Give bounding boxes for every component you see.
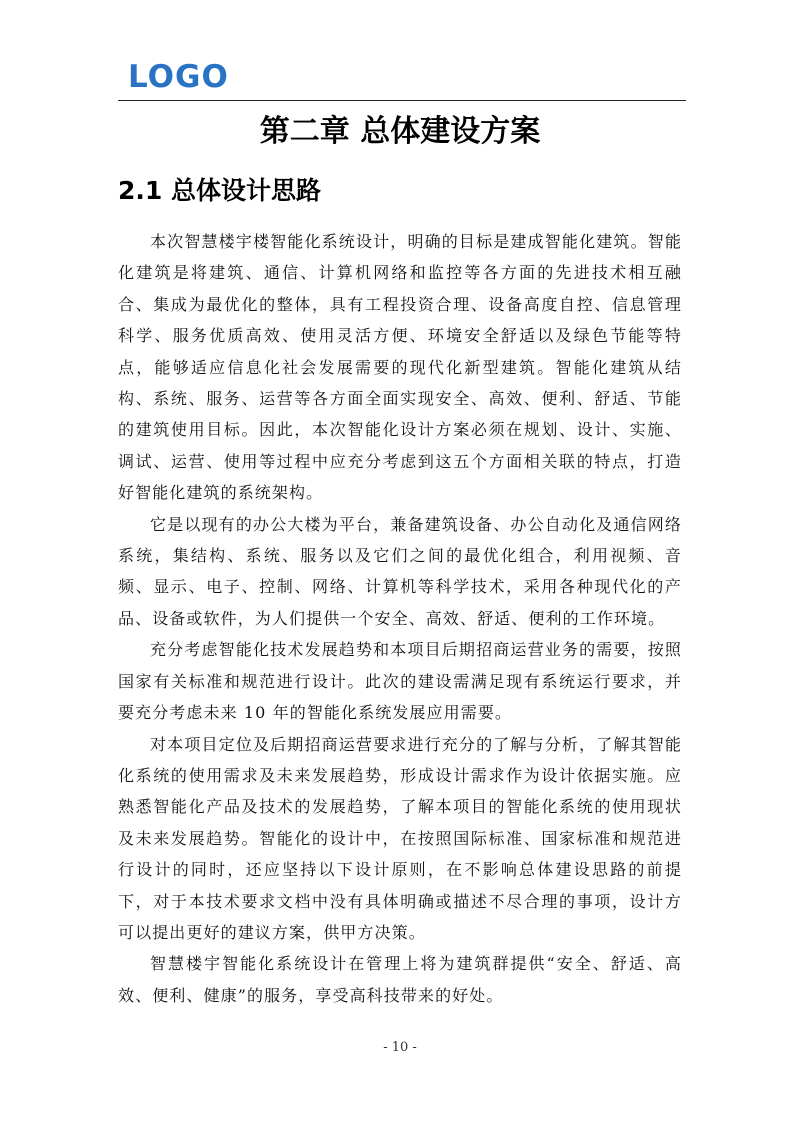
section-title: 2.1 总体设计思路 [118, 176, 321, 205]
paragraph: 它是以现有的办公大楼为平台，兼备建筑设备、办公自动化及通信网络系统，集结构、系统、服务以及它们之间的最优化组合，利用视频、音频、显示、电子、控制、网络、计算机等科学技术，采用各种现代化的产品、设备或软件，为人们提供一个安全、高效、舒适、便利的工作环境。 [118, 514, 682, 628]
header-divider [118, 100, 686, 101]
logo: LOGO [128, 59, 229, 95]
body-text [118, 226, 682, 1011]
page-number: - 10 - [383, 1040, 417, 1055]
paragraph: 充分考虑智能化技术发展趋势和本项目后期招商运营业务的需要，按照国家有关标准和规范进行设计。此次的建设需满足现有系统运行要求，并要充分考虑未来 10 年的智能化系统发展应用需要。 [118, 640, 682, 723]
chapter-title: 第二章 总体建设方案 [259, 114, 541, 149]
paragraph: 对本项目定位及后期招商运营要求进行充分的了解与分析，了解其智能化系统的使用需求及未来发展趋势，形成设计需求作为设计依据实施。应熟悉智能化产品及技术的发展趋势，了解本项目的智能化系统的使用现状及未来发展趋势。智能化的设计中，在按照国际标准、国家标准和规范进行设计的同时，还应坚持以下设计原则，在不影响总体建设思路的前提下，对于本技术要求文档中没有具体明确或描述不尽合理的事项，设计方可以提出更好的建议方案，供甲方决策。 [118, 734, 682, 942]
paragraph: 本次智慧楼宇楼智能化系统设计，明确的目标是建成智能化建筑。智能化建筑是将建筑、通信、计算机网络和监控等各方面的先进技术相互融合、集成为最优化的整体，具有工程投资合理、设备高度自控、信息管理科学、服务优质高效、使用灵活方便、环境安全舒适以及绿色节能等特点，能够适应信息化社会发展需要的现代化新型建筑。智能化建筑从结构、系统、服务、运营等各方面全面实现安全、高效、便利、舒适、节能的建筑使用目标。因此，本次智能化设计方案必须在规划、设计、实施、调试、运营、使用等过程中应充分考虑到这五个方面相关联的特点，打造好智能化建筑的系统架构。 [118, 232, 682, 503]
paragraph: 智慧楼宇智能化系统设计在管理上将为建筑群提供“安全、舒适、高效、便利、健康”的服务，享受高科技带来的好处。 [118, 954, 682, 1005]
